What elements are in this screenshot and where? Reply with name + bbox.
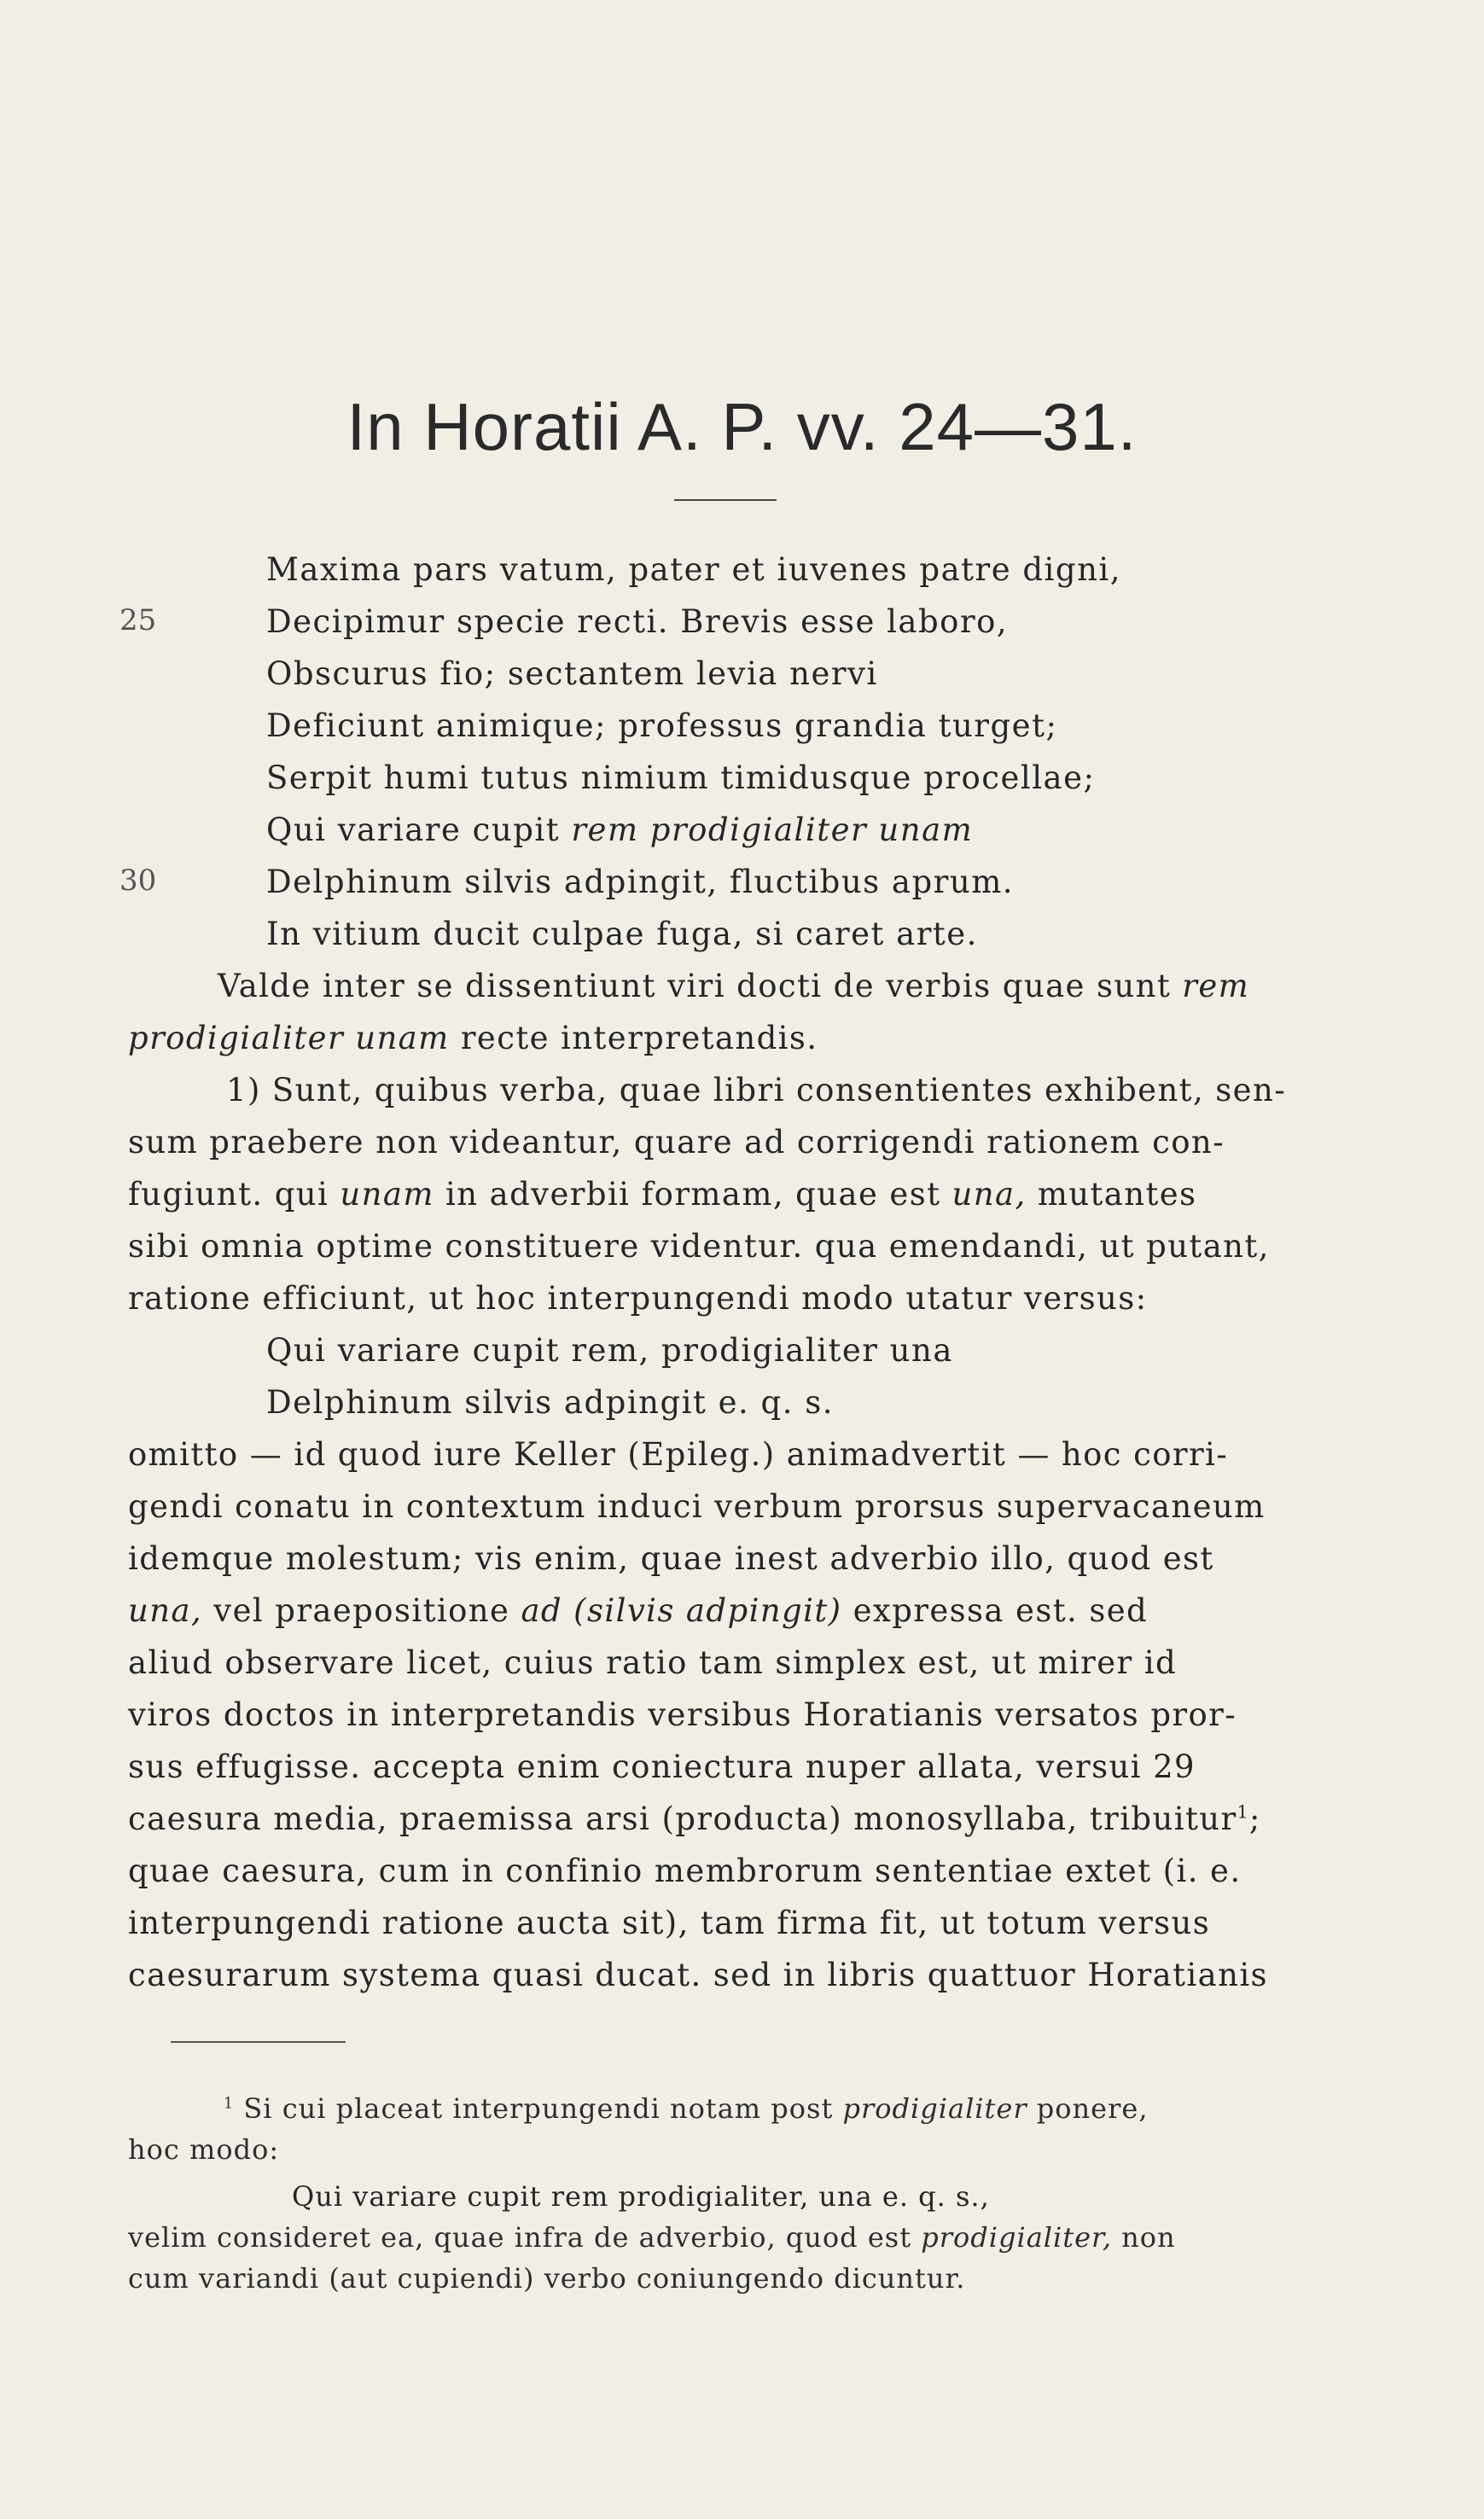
paragraph-line: sum praebere non videantur, quare ad corrigendi rationem con-	[128, 1124, 1225, 1161]
text-span: Valde inter se dissentiunt viri docti de verbis quae sunt	[218, 968, 1172, 1004]
paragraph-line: ratione efficiunt, ut hoc interpungendi modo utatur versus:	[128, 1280, 1148, 1317]
paragraph-line: 1) Sunt, quibus verba, quae libri consentientes exhibent, sen-	[226, 1072, 1287, 1108]
paragraph-line: caesurarum systema quasi ducat. sed in libris quattuor Horatianis	[128, 1957, 1268, 1993]
text-span: Si cui placeat interpungendi notam post	[243, 2092, 834, 2125]
paragraph-line: interpungendi ratione aucta sit), tam firma fit, ut totum versus	[128, 1905, 1211, 1941]
paragraph-line: omitto — id quod iure Keller (Epileg.) animadvertit — hoc corri-	[128, 1436, 1229, 1473]
footnote-line	[128, 2221, 1323, 2254]
paragraph-line: sibi omnia optime constituere videntur. qua emendandi, ut putant,	[128, 1228, 1270, 1265]
emphasis-text: prodigialiter	[842, 2092, 1027, 2125]
text-span: vel praepositione	[213, 1592, 510, 1629]
emphasis-text: unam	[340, 1176, 434, 1213]
footnote-line: hoc modo:	[128, 2133, 280, 2166]
paragraph-line	[128, 1801, 1323, 1837]
text-span: recte interpretandis.	[460, 1020, 818, 1056]
emphasis-text: una,	[952, 1176, 1027, 1213]
text-span: ponere,	[1036, 2092, 1149, 2125]
paragraph-line	[128, 1176, 1323, 1213]
verse-line	[266, 812, 973, 848]
emphasis-text: prodigialiter unam	[128, 1020, 450, 1056]
verse-line: Obscurus fio; sectantem levia nervi	[266, 655, 878, 692]
text-span: in adverbii formam, quae est	[445, 1176, 941, 1213]
emphasis-text: rem	[1182, 968, 1250, 1004]
verse-line: Maxima pars vatum, pater et iuvenes patre digni,	[266, 551, 1122, 588]
emphasis-text: una,	[128, 1592, 203, 1629]
text-span: expressa est. sed	[853, 1592, 1149, 1629]
verse-line: In vitium ducit culpae fuga, si caret arte.	[266, 916, 978, 952]
footnote-marker: 1	[224, 2095, 235, 2113]
paragraph-line	[128, 1020, 1323, 1056]
verse-text: Qui variare cupit	[266, 812, 561, 848]
emphasis-text: prodigialiter,	[921, 2221, 1112, 2254]
text-span: mutantes	[1037, 1176, 1197, 1213]
paragraph-line: idemque molestum; vis enim, quae inest adverbio illo, quod est	[128, 1540, 1214, 1577]
paragraph-line: aliud observare licet, cuius ratio tam simplex est, ut mirer id	[128, 1644, 1178, 1681]
text-span: fugiunt. qui	[128, 1176, 329, 1213]
paragraph-line	[128, 1592, 1323, 1629]
paragraph-line	[218, 968, 1323, 1004]
emphasis-text: ad (silvis adpingit)	[521, 1592, 842, 1629]
footnote-ref: 1	[1237, 1801, 1249, 1823]
line-number-30: 30	[119, 864, 157, 898]
paragraph-line: gendi conatu in contextum induci verbum prorsus supervacaneum	[128, 1488, 1266, 1525]
paragraph-line: viros doctos in interpretandis versibus Horatianis versatos pror-	[128, 1696, 1237, 1733]
footnote-line	[224, 2092, 1418, 2125]
verse-line: Decipimur specie recti. Brevis esse laboro,	[266, 603, 1009, 640]
verse-emphasis: rem prodigialiter unam	[571, 812, 974, 848]
title-divider	[674, 499, 777, 501]
footnote-quote: Qui variare cupit rem prodigialiter, una e. q. s.,	[292, 2180, 990, 2213]
text-span: velim consideret ea, quae infra de adverbio, quod est	[128, 2221, 912, 2254]
text-span: caesura media, praemissa arsi (producta) monosyllaba, tribuitur	[128, 1801, 1237, 1837]
verse-line: Delphinum silvis adpingit, fluctibus aprum.	[266, 864, 1015, 900]
text-span: ;	[1248, 1801, 1261, 1837]
text-span: non	[1121, 2221, 1176, 2254]
verse-line: Deficiunt animique; professus grandia turget;	[266, 707, 1058, 744]
footnote-divider	[171, 2041, 346, 2043]
verse-line: Serpit humi tutus nimium timidusque procellae;	[266, 759, 1096, 796]
paragraph-line: sus effugisse. accepta enim coniectura nuper allata, versui 29	[128, 1748, 1196, 1785]
quoted-verse: Delphinum silvis adpingit e. q. s.	[266, 1384, 835, 1421]
line-number-25: 25	[119, 603, 157, 637]
page-title: In Horatii A. P. vv. 24—31.	[346, 389, 1138, 464]
footnote-line: cum variandi (aut cupiendi) verbo coniungendo dicuntur.	[128, 2262, 966, 2295]
paragraph-line: quae caesura, cum in confinio membrorum sententiae extet (i. e.	[128, 1853, 1242, 1889]
quoted-verse: Qui variare cupit rem, prodigialiter una	[266, 1332, 953, 1369]
